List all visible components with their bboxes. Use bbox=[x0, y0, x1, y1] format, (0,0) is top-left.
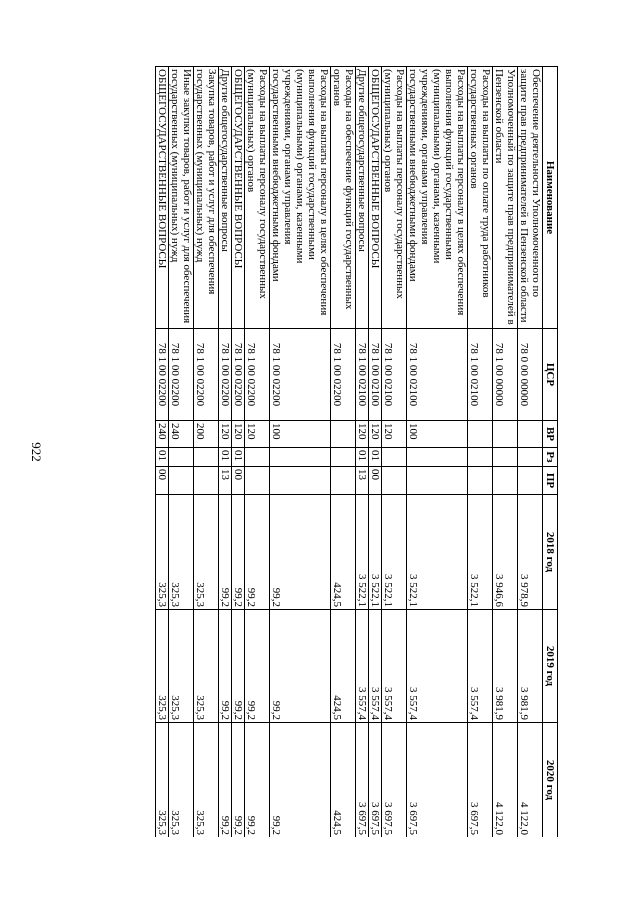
cell-2020: 3 697,5 bbox=[356, 723, 369, 838]
cell-vr: 120 bbox=[219, 421, 232, 448]
cell-2019: 99,2 bbox=[270, 610, 331, 723]
header-2020: 2020 год bbox=[543, 723, 558, 838]
cell-name: Расходы на выплаты персоналу в целях обеспечения выполнения функций государственными (муниципальными) органами, казенными учреждениями, органами управления государственными внебюджетными фондами bbox=[270, 67, 331, 329]
header-pr: ПР bbox=[543, 467, 558, 495]
cell-pr bbox=[382, 467, 407, 495]
table-row bbox=[194, 67, 219, 838]
cell-2018: 3 522,1 bbox=[382, 495, 407, 610]
cell-2019: 325,3 bbox=[156, 610, 169, 723]
cell-name: Расходы на выплаты персоналу государственных (муниципальных) органов bbox=[245, 67, 270, 329]
cell-name: Расходы на выплаты персоналу в целях обеспечения выполнения функций государственными (муниципальными) органами, казенными учреждениями, органами управления государственными внебюджетными фондами bbox=[407, 67, 468, 329]
cell-pr: 00 bbox=[232, 467, 245, 495]
cell-pr: 00 bbox=[156, 467, 169, 495]
cell-2020: 3 697,5 bbox=[382, 723, 407, 838]
cell-2019: 99,2 bbox=[245, 610, 270, 723]
cell-vr: 120 bbox=[382, 421, 407, 448]
table-row bbox=[369, 67, 382, 838]
cell-csr: 78 1 00 02200 bbox=[194, 329, 219, 421]
table-row bbox=[331, 67, 356, 838]
cell-2018: 3 522,1 bbox=[407, 495, 468, 610]
cell-2018: 325,3 bbox=[156, 495, 169, 610]
budget-table-frame bbox=[86, 66, 558, 837]
cell-2019: 3 557,4 bbox=[382, 610, 407, 723]
cell-2019: 3 557,4 bbox=[369, 610, 382, 723]
cell-name: ОБЩЕГОСУДАРСТВЕННЫЕ ВОПРОСЫ bbox=[232, 67, 245, 329]
cell-2018: 325,3 bbox=[169, 495, 194, 610]
cell-vr bbox=[331, 421, 356, 448]
table-row bbox=[245, 67, 270, 838]
header-name: Наименование bbox=[543, 67, 558, 329]
cell-csr: 78 1 00 02200 bbox=[219, 329, 232, 421]
cell-vr bbox=[468, 421, 493, 448]
cell-2020: 99,2 bbox=[219, 723, 232, 838]
cell-pr bbox=[270, 467, 331, 495]
cell-name: Расходы на выплаты по оплате труда работников государственных органов bbox=[468, 67, 493, 329]
cell-2018: 3 978,9 bbox=[518, 495, 543, 610]
cell-pr bbox=[468, 467, 493, 495]
cell-csr: 78 1 00 02200 bbox=[245, 329, 270, 421]
rotated-table-container bbox=[86, 66, 558, 837]
cell-vr bbox=[493, 421, 518, 448]
cell-2018: 99,2 bbox=[232, 495, 245, 610]
cell-2018: 3 522,1 bbox=[369, 495, 382, 610]
cell-2018: 325,3 bbox=[194, 495, 219, 610]
cell-vr: 120 bbox=[245, 421, 270, 448]
cell-pr bbox=[194, 467, 219, 495]
cell-vr bbox=[518, 421, 543, 448]
table-row bbox=[270, 67, 331, 838]
cell-vr: 200 bbox=[194, 421, 219, 448]
cell-rz: 01 bbox=[356, 448, 369, 467]
cell-2018: 3 522,1 bbox=[468, 495, 493, 610]
cell-pr: 13 bbox=[219, 467, 232, 495]
cell-name: Закупка товаров, работ и услуг для обеспечения государственных (муниципальных) нужд bbox=[194, 67, 219, 329]
cell-csr: 78 1 00 02200 bbox=[156, 329, 169, 421]
cell-name: Уполномоченный по защите прав предпринимателей в Пензенской области bbox=[493, 67, 518, 329]
cell-rz: 01 bbox=[219, 448, 232, 467]
table-row bbox=[232, 67, 245, 838]
table-row bbox=[493, 67, 518, 838]
cell-rz: 01 bbox=[369, 448, 382, 467]
cell-rz bbox=[245, 448, 270, 467]
cell-2019: 99,2 bbox=[219, 610, 232, 723]
header-rz: Рз bbox=[543, 448, 558, 467]
cell-csr: 78 1 00 02200 bbox=[232, 329, 245, 421]
budget-table bbox=[155, 66, 558, 837]
cell-2018: 99,2 bbox=[270, 495, 331, 610]
cell-name: ОБЩЕГОСУДАРСТВЕННЫЕ ВОПРОСЫ bbox=[156, 67, 169, 329]
cell-pr: 00 bbox=[369, 467, 382, 495]
cell-name: Расходы на обеспечение функций государственных органов bbox=[331, 67, 356, 329]
cell-2020: 325,3 bbox=[194, 723, 219, 838]
cell-rz bbox=[407, 448, 468, 467]
cell-pr bbox=[407, 467, 468, 495]
table-row bbox=[518, 67, 543, 838]
header-csr: ЦСР bbox=[543, 329, 558, 421]
cell-csr: 78 1 00 02100 bbox=[468, 329, 493, 421]
table-row bbox=[156, 67, 169, 838]
cell-vr: 240 bbox=[169, 421, 194, 448]
cell-2019: 325,3 bbox=[169, 610, 194, 723]
cell-vr: 100 bbox=[407, 421, 468, 448]
cell-rz bbox=[194, 448, 219, 467]
cell-2018: 99,2 bbox=[219, 495, 232, 610]
cell-rz bbox=[493, 448, 518, 467]
cell-name: Другие общегосударственные вопросы bbox=[219, 67, 232, 329]
cell-name: Расходы на выплаты персоналу государственных (муниципальных) органов bbox=[382, 67, 407, 329]
cell-rz bbox=[468, 448, 493, 467]
cell-vr: 120 bbox=[356, 421, 369, 448]
page-number: 922 bbox=[29, 442, 44, 462]
cell-csr: 78 1 00 02100 bbox=[382, 329, 407, 421]
cell-2020: 3 697,5 bbox=[468, 723, 493, 838]
cell-2018: 3 946,6 bbox=[493, 495, 518, 610]
cell-rz bbox=[169, 448, 194, 467]
cell-name: Обеспечение деятельности Уполномоченного по защите прав предпринимателей в Пензенской области bbox=[518, 67, 543, 329]
cell-2018: 3 522,1 bbox=[356, 495, 369, 610]
cell-name: ОБЩЕГОСУДАРСТВЕННЫЕ ВОПРОСЫ bbox=[369, 67, 382, 329]
cell-pr bbox=[518, 467, 543, 495]
cell-2020: 99,2 bbox=[270, 723, 331, 838]
header-2018: 2018 год bbox=[543, 495, 558, 610]
cell-rz bbox=[518, 448, 543, 467]
cell-2020: 4 122,0 bbox=[518, 723, 543, 838]
table-row bbox=[169, 67, 194, 838]
cell-2020: 325,3 bbox=[169, 723, 194, 838]
cell-pr bbox=[169, 467, 194, 495]
cell-rz: 01 bbox=[156, 448, 169, 467]
cell-pr bbox=[493, 467, 518, 495]
cell-2019: 3 981,9 bbox=[518, 610, 543, 723]
cell-2020: 99,2 bbox=[245, 723, 270, 838]
cell-vr: 240 bbox=[156, 421, 169, 448]
cell-csr: 78 1 00 02100 bbox=[356, 329, 369, 421]
cell-pr bbox=[331, 467, 356, 495]
cell-rz: 01 bbox=[232, 448, 245, 467]
cell-csr: 78 1 00 00000 bbox=[493, 329, 518, 421]
cell-2018: 424,5 bbox=[331, 495, 356, 610]
cell-2019: 3 557,4 bbox=[407, 610, 468, 723]
table-row bbox=[382, 67, 407, 838]
cell-vr: 100 bbox=[270, 421, 331, 448]
cell-vr: 120 bbox=[369, 421, 382, 448]
header-2019: 2019 год bbox=[543, 610, 558, 723]
cell-csr: 78 1 00 02200 bbox=[270, 329, 331, 421]
cell-rz bbox=[331, 448, 356, 467]
cell-rz bbox=[270, 448, 331, 467]
cell-pr: 13 bbox=[356, 467, 369, 495]
cell-name: Другие общегосударственные вопросы bbox=[356, 67, 369, 329]
cell-2019: 424,5 bbox=[331, 610, 356, 723]
cell-2019: 3 557,4 bbox=[468, 610, 493, 723]
cell-csr: 78 1 00 02200 bbox=[169, 329, 194, 421]
cell-csr: 78 0 00 00000 bbox=[518, 329, 543, 421]
cell-csr: 78 1 00 02100 bbox=[407, 329, 468, 421]
cell-2020: 325,3 bbox=[156, 723, 169, 838]
cell-2018: 99,2 bbox=[245, 495, 270, 610]
table-row bbox=[219, 67, 232, 838]
cell-2019: 325,3 bbox=[194, 610, 219, 723]
cell-vr: 120 bbox=[232, 421, 245, 448]
cell-2019: 3 981,9 bbox=[493, 610, 518, 723]
cell-2019: 99,2 bbox=[232, 610, 245, 723]
header-vr: ВР bbox=[543, 421, 558, 448]
table-row bbox=[356, 67, 369, 838]
table-row bbox=[407, 67, 468, 838]
cell-2020: 3 697,5 bbox=[407, 723, 468, 838]
cell-2020: 99,2 bbox=[232, 723, 245, 838]
cell-2020: 3 697,5 bbox=[369, 723, 382, 838]
cell-name: Иные закупки товаров, работ и услуг для обеспечения государственных (муниципальных) нужд bbox=[169, 67, 194, 329]
cell-csr: 78 1 00 02100 bbox=[369, 329, 382, 421]
cell-csr: 78 1 00 02200 bbox=[331, 329, 356, 421]
table-row bbox=[468, 67, 493, 838]
cell-2020: 424,5 bbox=[331, 723, 356, 838]
table-header-row bbox=[543, 67, 558, 838]
cell-rz bbox=[382, 448, 407, 467]
cell-pr bbox=[245, 467, 270, 495]
cell-2019: 3 557,4 bbox=[356, 610, 369, 723]
cell-2020: 4 122,0 bbox=[493, 723, 518, 838]
